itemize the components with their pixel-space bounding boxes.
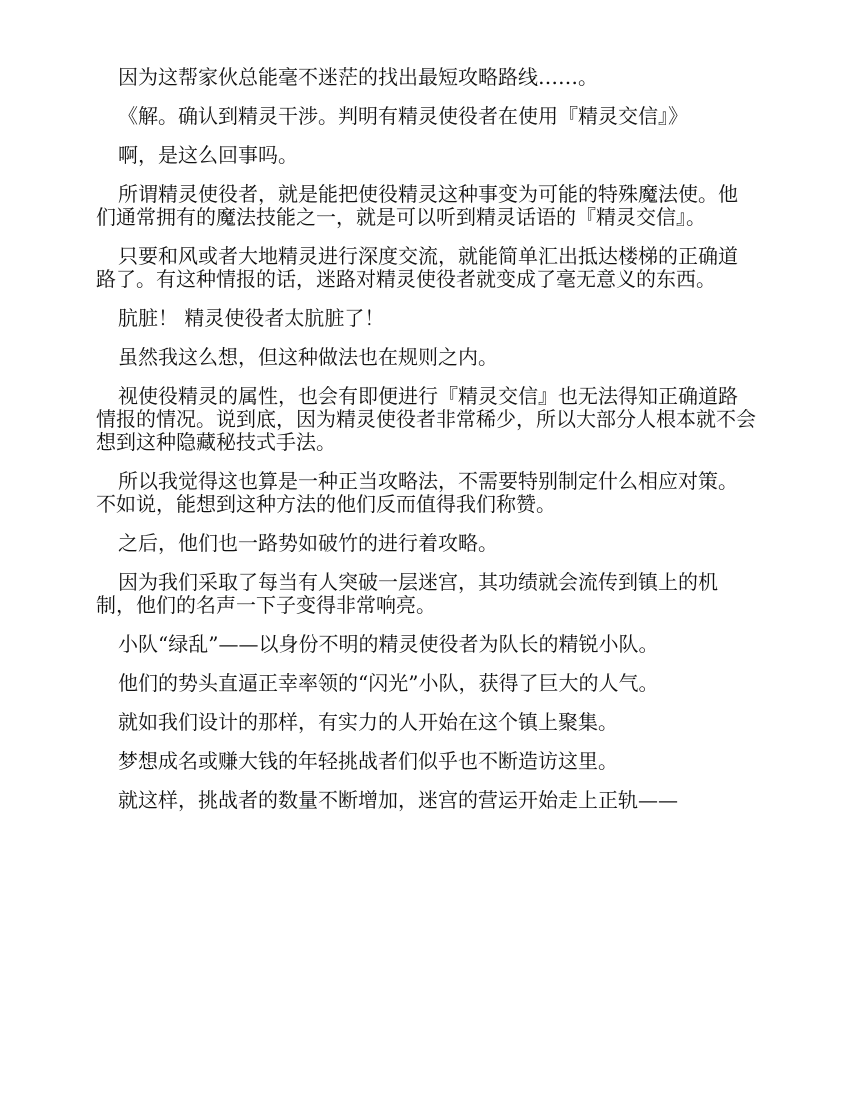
paragraph: 所以我觉得这也算是一种正当攻略法，不需要特别制定什么相应对策。不如说，能想到这种方法的他们反而值得我们称赞。 (96, 469, 738, 516)
document-page (96, 66, 756, 828)
paragraph: 只要和风或者大地精灵进行深度交流，就能简单汇出抵达楼梯的正确道路了。有这种情报的话，迷路对精灵使役者就变成了毫无意义的东西。 (96, 244, 738, 291)
paragraph: 所谓精灵使役者，就是能把使役精灵这种事变为可能的特殊魔法使。他们通常拥有的魔法技能之一，就是可以听到精灵话语的『精灵交信』。 (96, 182, 738, 229)
paragraph: 因为这帮家伙总能毫不迷茫的找出最短攻略路线……。 (118, 65, 598, 89)
paragraph: 啊，是这么回事吗。 (118, 143, 298, 167)
paragraph: 因为我们采取了每当有人突破一层迷宫，其功绩就会流传到镇上的机制，他们的名声一下子变得非常响亮。 (96, 570, 718, 617)
paragraph: 就如我们设计的那样，有实力的人开始在这个镇上聚集。 (118, 710, 618, 734)
paragraph: 梦想成名或赚大钱的年轻挑战者们似乎也不断造访这里。 (118, 749, 618, 773)
paragraph: 视使役精灵的属性，也会有即便进行『精灵交信』也无法得知正确道路情报的情况。说到底，因为精灵使役者非常稀少，所以大部分人根本就不会想到这种隐藏秘技式手法。 (96, 384, 756, 454)
paragraph: 他们的势头直逼正幸率领的“闪光”小队，获得了巨大的人气。 (118, 671, 659, 695)
paragraph: 《解。确认到精灵干涉。判明有精灵使役者在使用『精灵交信』》 (118, 104, 688, 128)
paragraph: 虽然我这么想，但这种做法也在规则之内。 (118, 345, 498, 369)
paragraph: 之后，他们也一路势如破竹的进行着攻略。 (118, 531, 498, 555)
paragraph: 就这样，挑战者的数量不断增加，迷宫的营运开始走上正轨—— (118, 788, 678, 812)
paragraph: 肮脏！ 精灵使役者太肮脏了！ (118, 306, 385, 330)
paragraph: 小队“绿乱”——以身份不明的精灵使役者为队长的精锐小队。 (118, 632, 659, 656)
